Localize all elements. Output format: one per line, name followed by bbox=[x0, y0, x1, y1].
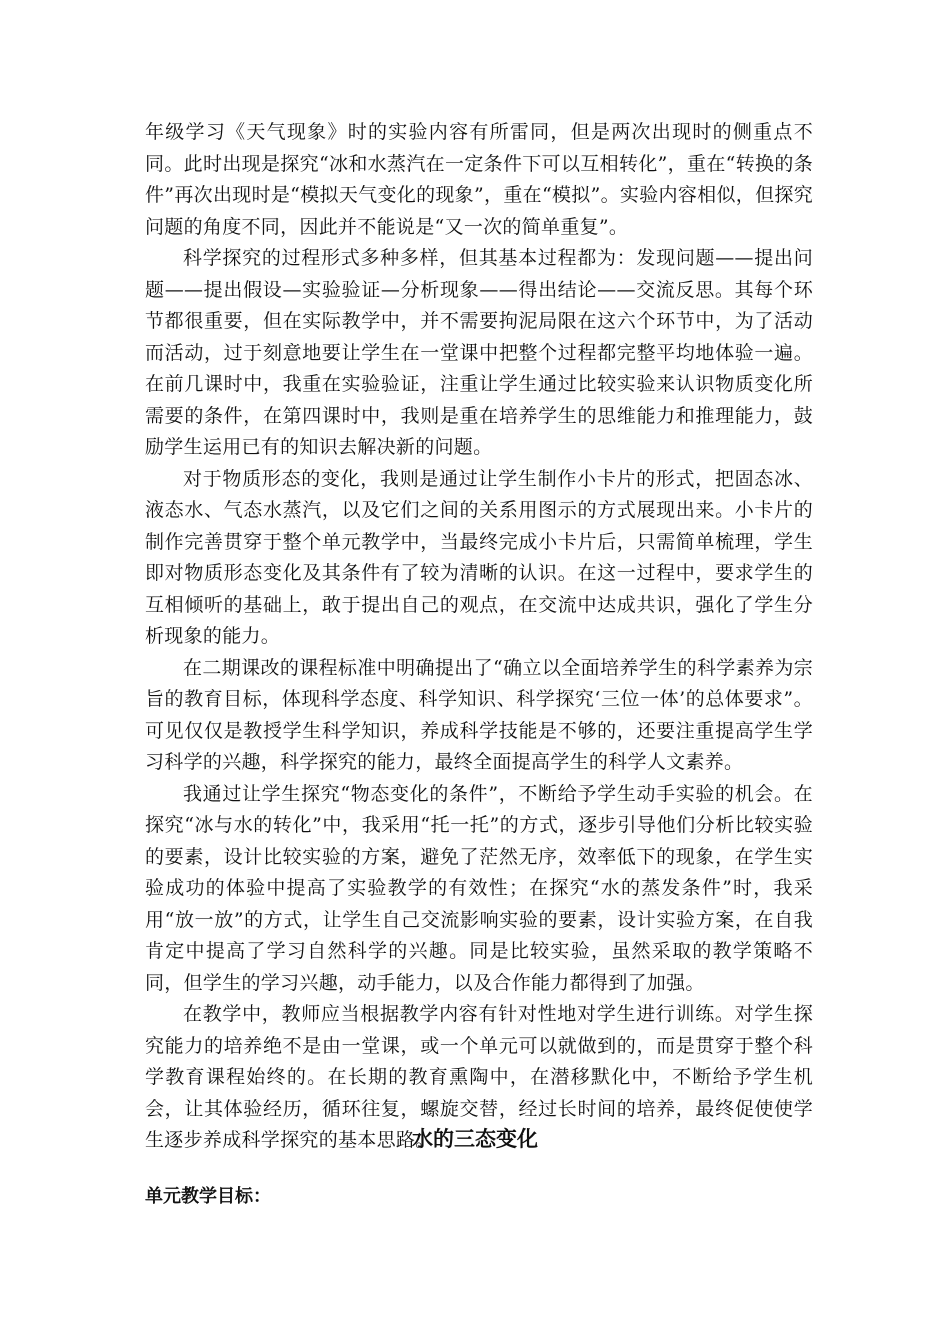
paragraph-2: 科学探究的过程形式多种多样，但其基本过程都为：发现问题——提出问题——提出假设—实验验证—分析现象——得出结论——交流反思。其每个环节都很重要，但在实际教学中，并不需要拘泥局限在这六个环节中，为了活动而活动，过于刻意地要让学生在一堂课中把整个过程都完整平均地体验一遍。在前几课时中，我重在实验验证，注重让学生通过比较实验来认识物质变化所需要的条件，在第四课时中，我则是重在培养学生的思维能力和推理能力，鼓励学生运用已有的知识去解决新的问题。 bbox=[145, 247, 813, 458]
paragraph-6: 在教学中，教师应当根据教学内容有针对性地对学生进行训练。对学生探究能力的培养绝不是由一堂课，或一个单元可以就做到的，而是贯穿于整个科学教育课程始终的。在长期的教育熏陶中，在潜移默化中，不断给予学生机会，让其体验经历，循环往复，螺旋交替，经过长时间的培养，最终促使使学生逐步养成科学探究的基本思路。 bbox=[145, 1003, 813, 1151]
paragraph-3: 对于物质形态的变化，我则是通过让学生制作小卡片的形式，把固态冰、液态水、气态水蒸汽，以及它们之间的关系用图示的方式展现出来。小卡片的制作完善贯穿于整个单元教学中，当最终完成小卡片后，只需简单梳理，学生即对物质形态变化及其条件有了较为清晰的认识。在这一过程中，要求学生的互相倾听的基础上，敢于提出自己的观点，在交流中达成共识，强化了学生分析现象的能力。 bbox=[145, 467, 813, 647]
paragraph-1: 年级学习《天气现象》时的实验内容有所雷同，但是两次出现时的侧重点不同。此时出现是探究“冰和水蒸汽在一定条件下可以互相转化”，重在“转换的条件”再次出现时是“模拟天气变化的现象”，重在“模拟”。实验内容相似，但探究问题的角度不同，因此并不能说是“又一次的简单重复”。 bbox=[145, 121, 813, 238]
section-subheading: 单元教学目标： bbox=[145, 1186, 271, 1207]
paragraph-5: 我通过让学生探究“物态变化的条件”，不断给予学生动手实验的机会。在探究“冰与水的转化”中，我采用“托一托”的方式，逐步引导他们分析比较实验的要素，设计比较实验的方案，避免了茫然无序，效率低下的现象，在学生实验成功的体验中提高了实验教学的有效性；在探究“水的蒸发条件”时，我采用“放一放”的方式，让学生自己交流影响实验的要素，设计实验方案，在自我肯定中提高了学习自然科学的兴趣。同是比较实验，虽然采取的教学策略不同，但学生的学习兴趣，动手能力，以及合作能力都得到了加强。 bbox=[145, 782, 813, 994]
section-title: 水的三态变化 bbox=[412, 1127, 538, 1151]
paragraph-4: 在二期课改的课程标准中明确提出了“确立以全面培养学生的科学素养为宗旨的教育目标，体现科学态度、科学知识、科学探究‘三位一体’的总体要求”。可见仅仅是教授学生科学知识，养成科学技能是不够的，还要注重提高学生学习科学的兴趣，科学探究的能力，最终全面提高学生的科学人文素养。 bbox=[145, 656, 813, 773]
document-body bbox=[145, 117, 813, 1157]
